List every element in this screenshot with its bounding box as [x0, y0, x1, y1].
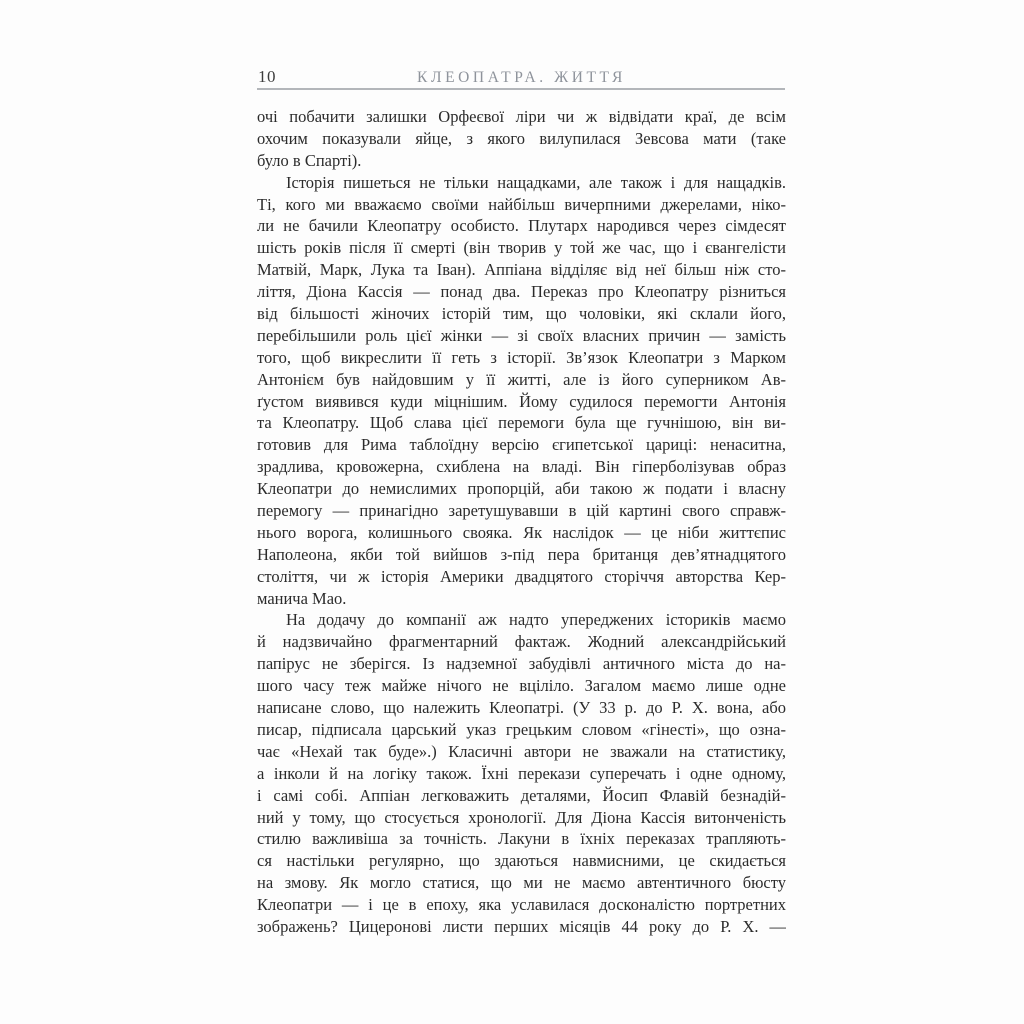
text-line: Клеопатри до немислимих пропорцій, аби такою ж подати і власну — [257, 479, 786, 499]
text-line: Клеопатри — і це в епоху, яка уславилася досконалістю портретних — [257, 895, 786, 915]
page-number: 10 — [258, 67, 276, 86]
text-line: того, щоб викреслити її геть з історії. Зв’язок Клеопатри з Марком — [257, 347, 786, 367]
text-line: шість років після її смерті (він творив у той же час, що і євангелісти — [257, 238, 786, 258]
text-line: ся настільки регулярно, що здаються навмисними, це скидається — [257, 851, 786, 871]
text-line: та Клеопатру. Щоб слава цієї перемоги була ще гучнішою, він ви- — [257, 413, 786, 433]
page-body — [257, 106, 786, 938]
text-line: перемогу — принагідно заретушувавши в цій картині свого справж- — [257, 501, 786, 521]
text-line: писар, підписала царський указ грецьким словом «гінесті», що озна- — [257, 719, 786, 739]
text-line: століття, чи ж історія Америки двадцятого сторіччя авторства Кер- — [257, 566, 786, 586]
text-line: охочим показували яйце, з якого вилупилася Зевсова мати (таке — [257, 128, 786, 148]
text-line: На додачу до компанії аж надто упереджених істориків маємо — [286, 610, 786, 630]
text-line: Історія пишеться не тільки нащадками, але також і для нащадків. — [286, 172, 786, 192]
header-rule — [257, 88, 785, 90]
text-line: а інколи й на логіку також. Їхні перекази суперечать і одне одному, — [257, 763, 786, 783]
text-line: Антонієм був найдовшим у її житті, але із його суперником Ав- — [257, 369, 786, 389]
text-line: зображень? Цицеронові листи перших місяців 44 року до Р. Х. — — [257, 916, 786, 936]
text-line: Ті, кого ми вважаємо своїми найбільш вичерпними джерелами, ніко- — [257, 194, 786, 214]
text-line: нього ворога, колишнього свояка. Як наслідок — це ніби життєпис — [257, 522, 786, 542]
text-line: готовив для Рима таблоїдну версію єгипетської цариці: ненаситна, — [257, 435, 786, 455]
running-header-title: КЛЕОПАТРА. ЖИТТЯ — [417, 68, 626, 86]
text-line: перебільшили роль цієї жінки — зі своїх власних причин — замість — [257, 325, 786, 345]
text-line: стилю важливіша за точність. Лакуни в їхніх переказах трапляють- — [257, 829, 786, 849]
text-line: ліття, Діона Кассія — понад два. Переказ про Клеопатру різниться — [257, 282, 786, 302]
text-line: шого часу теж майже нічого не вціліло. Загалом маємо лише одне — [257, 676, 786, 696]
text-line: ли не бачили Клеопатру особисто. Плутарх народився через сімдесят — [257, 216, 786, 236]
text-line: ний у тому, що стосується хронології. Для Діона Кассія витонченість — [257, 807, 786, 827]
text-line: папірус не зберігся. Із надземної забудівлі античного міста до на- — [257, 654, 786, 674]
text-line: зрадлива, кровожерна, схиблена на владі. Він гіперболізував образ — [257, 457, 786, 477]
text-line: очі побачити залишки Орфеєвої ліри чи ж відвідати краї, де всім — [257, 107, 786, 126]
text-line: від більшості жіночих історій тим, що чоловіки, які склали його, — [257, 304, 786, 324]
text-line: і самі собі. Аппіан легковажить деталями, Йосип Флавій безнадій- — [257, 785, 786, 805]
text-line: Наполеона, якби той вийшов з-під пера британця дев’ятнадцятого — [257, 544, 786, 564]
text-line: манича Мао. — [257, 588, 347, 608]
text-line: Матвій, Марк, Лука та Іван). Аппіана відділяє від неї більш ніж сто- — [257, 260, 786, 280]
text-line: й надзвичайно фрагментарний фактаж. Жодний александрійський — [257, 632, 786, 652]
running-header — [257, 62, 786, 88]
content-column — [257, 0, 786, 1024]
text-line: ґустом виявився куди міцнішим. Йому судилося перемогти Антонія — [257, 391, 786, 411]
text-line: на змову. Як могло статися, що ми не маємо автентичного бюсту — [257, 873, 786, 893]
text-line: чає «Нехай так буде».) Класичні автори не зважали на статистику, — [257, 741, 786, 761]
text-line: було в Спарті). — [257, 150, 362, 170]
text-line: написане слово, що належить Клеопатрі. (У 33 р. до Р. Х. вона, або — [257, 698, 786, 718]
